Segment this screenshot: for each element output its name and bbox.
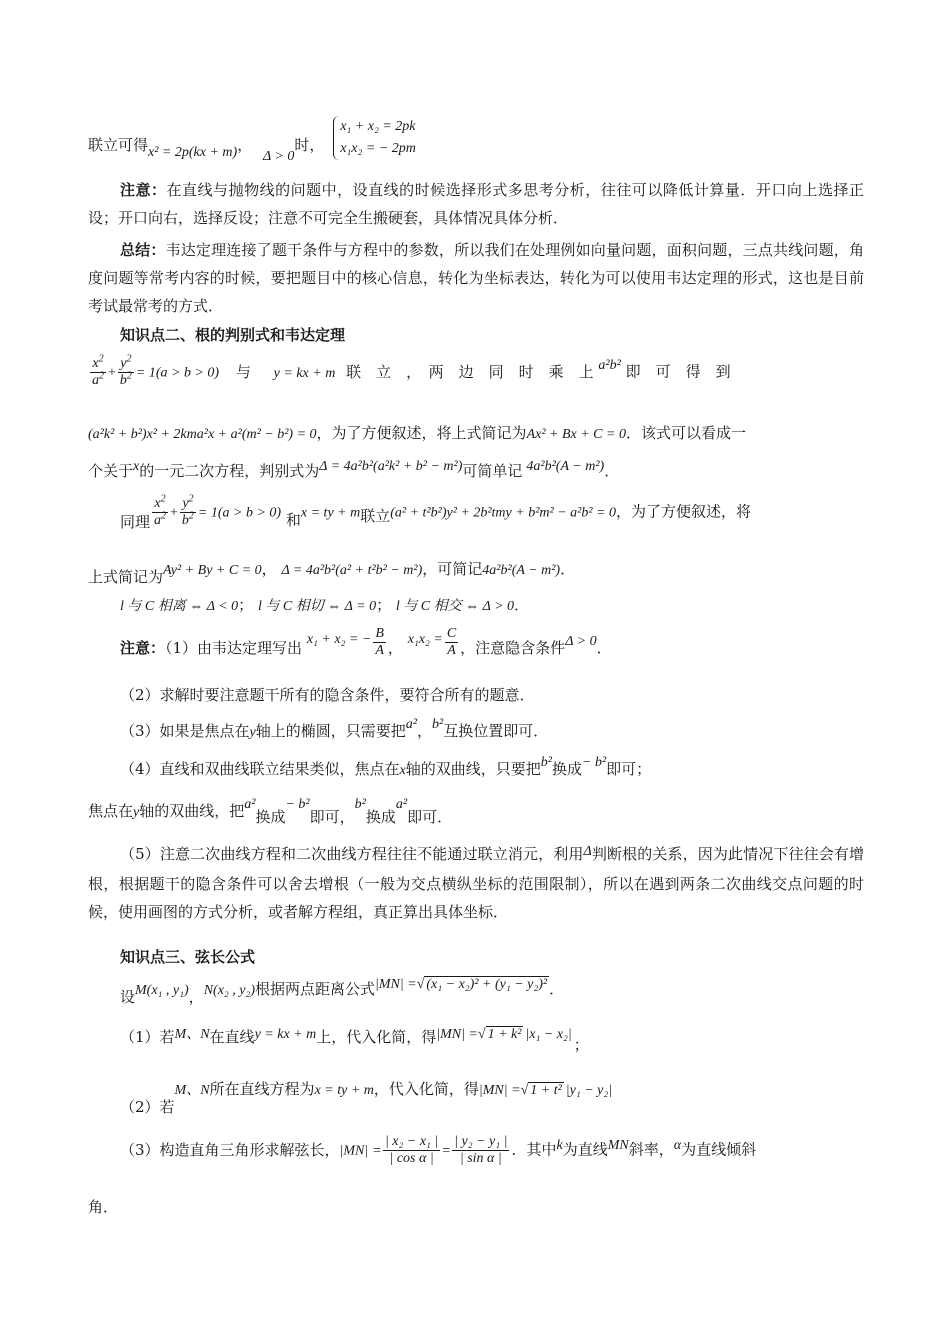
text-2: ．该式可以看成一 xyxy=(625,424,746,442)
mn-1: M、N xyxy=(174,1027,210,1042)
dist-lhs: |MN| = xyxy=(375,977,417,992)
i4d: 即可； xyxy=(606,760,652,778)
note2-item-5 xyxy=(88,840,864,926)
text-1: ，为了方便叙述，将上式简记为 xyxy=(316,424,527,442)
c2b: 所在直线方程为 xyxy=(209,1080,315,1098)
i4h: 即可， xyxy=(309,808,355,826)
discriminant: Δ = 4a²b²(a²k² + b² − m²) xyxy=(319,459,463,474)
discriminant2: Δ = 4a²b²(a² + t²b² − m²) xyxy=(281,563,423,578)
c2-abs: y₁ − y₂ xyxy=(569,1083,609,1098)
c3b: ．其中 xyxy=(511,1140,557,1159)
dot: ． xyxy=(514,596,530,614)
y2-over-b2-b: $\frac{y^2}{b^2}$ xyxy=(181,493,194,528)
sep: ， xyxy=(237,136,253,154)
den-sin: | sin α | xyxy=(459,1151,502,1166)
eq-2: = xyxy=(442,1143,451,1159)
text-3b: 的一元二次方程，判别式为 xyxy=(139,462,320,480)
short2-eq: Ay² + By + C = 0 xyxy=(163,563,262,578)
c3-lhs: |MN| xyxy=(339,1143,369,1159)
line2-eq: x = ty + m xyxy=(300,505,361,521)
chord-case-3 xyxy=(120,1134,756,1167)
frac-c: C xyxy=(446,626,457,641)
section-title-3: 知识点三、弦长公式 xyxy=(120,948,256,966)
var-k: k xyxy=(556,1137,563,1153)
mn-slope: MN xyxy=(607,1137,629,1153)
sum-lhs: x₁ + x₂ = − xyxy=(306,631,372,647)
i4j: 即可． xyxy=(407,808,453,826)
note2-item-3 xyxy=(120,717,549,741)
expanded-line xyxy=(88,422,746,443)
i4e: 焦点在 xyxy=(88,802,134,820)
frac-cos xyxy=(383,1134,440,1167)
similar-line: 同理 $\frac{x^2}{a^2}$ + $\frac{y^2}{b^2}$ = 1(a > b > 0) 和x = ty + m联立(a² + t²b²)y² + 2b²tmy + b²m² − a²b² = 0，为了方便叙述，将 xyxy=(120,493,752,531)
note2-i1a: （1）由韦达定理写出 xyxy=(165,638,303,657)
frac-b: B xyxy=(375,626,384,641)
mn-2: M、N xyxy=(174,1083,210,1098)
c1a: （1）若 xyxy=(120,1028,175,1046)
text-4: ，为了方便叙述，将 xyxy=(616,502,752,521)
short2-line xyxy=(88,558,576,586)
note-paragraph-1 xyxy=(88,176,864,232)
i3a: （3）如果是焦点在 xyxy=(120,722,250,740)
s3: ． xyxy=(549,980,565,998)
summary-paragraph xyxy=(88,236,864,320)
a-squared: a² xyxy=(405,717,417,732)
comma-3: ， xyxy=(188,988,204,1006)
note2-i1b: ，注意隐含条件 xyxy=(460,638,566,657)
c-over-a xyxy=(445,626,458,659)
var-x2: x xyxy=(399,763,406,778)
text-5b: ，可简记 xyxy=(422,560,483,578)
product-eq: x₁x₂ = − 2pm xyxy=(340,141,416,156)
c3d: 斜率， xyxy=(628,1140,674,1159)
c1-abs: x₁ − x₂ xyxy=(529,1027,568,1042)
i4g: 换成 xyxy=(255,808,286,826)
relation-intersect: l 与 C 相交 ⇔ Δ > 0 xyxy=(395,599,515,614)
i5b: 判断根的关系，因为此情况下往往会有增根，根据题干的隐含条件可以舍去增根（一般为交点横纵坐标的范围限制），所以在遇到两条二次曲线交点问题的时候，使用画图的方式分析，或者解方程组，真正算出具体坐标． xyxy=(88,845,864,921)
relations-line xyxy=(120,594,529,615)
multiply-text: 联 立 ， 两 边 同 时 乘 上 xyxy=(346,362,594,381)
point-m: M(x₁ , y₁) xyxy=(135,983,189,998)
delta-positive: Δ > 0 xyxy=(565,633,597,649)
point-n: N(x₂ , y₂) xyxy=(203,983,256,998)
a-squared-3: a² xyxy=(395,797,408,812)
c2-radicand: 1 + t² xyxy=(530,1083,562,1098)
y2-over-b2: $\frac{y^2}{b^2}$ xyxy=(119,353,132,388)
text-5c: ． xyxy=(560,560,576,578)
c2-lhs: |MN| = xyxy=(478,1083,521,1098)
eq-1: = xyxy=(373,1143,381,1159)
comma: ， xyxy=(261,560,277,578)
prod-lhs: x₁x₂ = xyxy=(407,631,443,647)
c1b: 在直线 xyxy=(209,1028,255,1046)
ellipse-cond: = 1(a > b > 0) xyxy=(135,365,220,381)
num-cos: | x₂ − x₁ | xyxy=(384,1134,439,1149)
note2-item-2: （2）求解时要注意题干所有的隐含条件，要符合所有的题意． xyxy=(120,686,535,704)
line-eq: y = kx + m xyxy=(273,365,336,381)
c2c: ，代入化简，得 xyxy=(373,1080,479,1098)
frac-sin xyxy=(452,1134,509,1167)
var-y2: y xyxy=(133,805,140,820)
frac-a2: A xyxy=(447,643,456,658)
x2-over-a2: $\frac{x^2}{a^2}$ xyxy=(92,353,104,388)
lead-text: 联立可得 xyxy=(88,136,149,154)
ellipse-cond-b: = 1(a > b > 0) xyxy=(197,505,282,521)
c3a: （3）构造直角三角形求解弦长， xyxy=(120,1140,340,1159)
line2-eq-3: x = ty + m xyxy=(314,1083,374,1098)
when-text: 时， xyxy=(294,136,325,154)
delta: Δ xyxy=(583,844,592,859)
discriminant-line xyxy=(88,460,619,481)
i4a: （4）直线和双曲线联立结果类似，焦点在 xyxy=(120,760,400,778)
i3d: 互换位置即可． xyxy=(443,722,549,740)
chord-case-2: （2）若M、N所在直线方程为x = ty + m，代入化简，得|MN| =√ 1 + t² |y₁ − y₂| xyxy=(120,1080,613,1116)
semi-1: ； xyxy=(238,596,254,614)
note2-item-1: 注意：（1）由韦达定理写出 x₁ + x₂ = − $\frac{B}{A}$ ， x₁x₂ = $\frac{C}{A}$ ，注意隐含条件Δ > 0． xyxy=(120,626,612,658)
b-squared-3: b² xyxy=(354,797,366,812)
var-x: x xyxy=(133,459,140,474)
c2a: （2）若 xyxy=(120,1098,175,1116)
text-3a: 个关于 xyxy=(88,462,134,480)
joint-text: 联立 xyxy=(360,506,391,525)
note2-item-4b xyxy=(88,797,453,826)
chord-case-3-cont xyxy=(88,1196,118,1217)
sum-eq: x₁ + x₂ = 2pk xyxy=(340,119,416,134)
semi-2: ； xyxy=(376,596,392,614)
c3c: 为直线 xyxy=(562,1140,608,1159)
var-alpha: α xyxy=(673,1137,682,1153)
chord-case-1: （1）若M、N在直线y = kx + m上，代入化简，得|MN| =√ 1 + k² |x₁ − x₂|； xyxy=(120,1027,589,1054)
s1: 设 xyxy=(120,988,136,1006)
dist-radicand: (x₁ − x₂)² + (y₁ − y₂)² xyxy=(426,977,548,992)
neg-b-squared-2: − b² xyxy=(285,797,310,812)
i5a: （5）注意二次曲线方程和二次曲线方程往往不能通过联立消元，利用 xyxy=(120,845,584,863)
text-3c: 可简单记 xyxy=(462,462,523,480)
i4b: 轴的双曲线，只要把 xyxy=(405,760,541,778)
note2-i1d: ． xyxy=(596,638,612,657)
discriminant-short: 4a²b²(A − m²) xyxy=(526,459,605,474)
i3b: 轴上的椭圆，只需要把 xyxy=(255,722,406,740)
delta-cond: Δ > 0 xyxy=(262,149,295,164)
frac-a: A xyxy=(375,643,384,658)
var-y: y xyxy=(249,725,256,740)
parabola-eq: x² = 2p(kx + m) xyxy=(148,145,238,160)
i4i: 换成 xyxy=(365,808,396,826)
c1c: 上，代入化简，得 xyxy=(316,1028,437,1046)
s2: 根据两点距离公式 xyxy=(255,980,376,998)
i3c: ， xyxy=(416,722,432,740)
c1-lhs: |MN| = xyxy=(436,1027,478,1042)
vieta-system xyxy=(333,116,416,160)
short-eq: Ax² + Bx + C = 0 xyxy=(526,427,626,442)
i4c: 换成 xyxy=(551,760,582,778)
discriminant2-short: 4a²b²(A − m²) xyxy=(482,563,561,578)
c1d: ； xyxy=(573,1036,589,1054)
b-squared-2: b² xyxy=(540,755,552,770)
a-squared-2: a² xyxy=(244,797,256,812)
c3e-first: 为直线倾斜 xyxy=(681,1140,757,1159)
multiplier: a²b² xyxy=(598,357,621,373)
line-eq-3: y = kx + m xyxy=(254,1027,317,1042)
get-text: 即 可 得 到 xyxy=(625,362,731,381)
note2-item-4 xyxy=(120,755,652,779)
b-squared: b² xyxy=(432,717,444,732)
neg-b-squared: − b² xyxy=(582,755,607,770)
simultaneous-line xyxy=(88,116,416,164)
points-line: 设M(x₁ , y₁)，N(x₂ , y₂)根据两点距离公式|MN| =√ (x₁ − x₂)² + (y₁ − y₂)² ． xyxy=(120,977,565,1006)
summary-label: 总结： xyxy=(120,241,166,259)
note-text: 在直线与抛物线的问题中，设直线的时候选择形式多思考分析，往往可以降低计算量．开口向上选择正设；开口向右，选择反设；注意不可完全生搬硬套，具体情况具体分析． xyxy=(88,181,864,227)
num-sin: | y₂ − y₁ | xyxy=(454,1134,508,1149)
text-5a: 上式简记为 xyxy=(88,568,164,586)
i4f: 轴的双曲线，把 xyxy=(139,802,245,820)
with-text: 与 xyxy=(235,362,251,381)
relation-separate: l 与 C 相离 ⇔ Δ < 0 xyxy=(120,599,239,614)
b-over-a xyxy=(373,626,386,659)
note2-label: 注意： xyxy=(120,638,166,657)
text-3d: ． xyxy=(604,462,620,480)
same-text: 同理 xyxy=(120,512,151,531)
den-cos: | cos α | xyxy=(389,1151,434,1166)
expanded2-eq: (a² + t²b²)y² + 2b²tmy + b²m² − a²b² = 0 xyxy=(390,505,616,521)
x2-over-a2-b: $\frac{x^2}{a^2}$ xyxy=(154,493,167,528)
c3e-rest: 角． xyxy=(88,1198,119,1216)
c1-radicand: 1 + k² xyxy=(487,1027,522,1042)
note-label: 注意： xyxy=(120,181,167,199)
ellipse-line: $\frac{x^2}{a^2}$ + $\frac{y^2}{b^2}$ = 1(a > b > 0) 与 y = kx + m 联 立 ， 两 边 同 时 乘 上 a²b² 即 可 得 到 xyxy=(92,353,731,388)
relation-tangent: l 与 C 相切 ⇔ Δ = 0 xyxy=(257,599,377,614)
and-text: 和 xyxy=(285,510,301,529)
expanded-eq: (a²k² + b²)x² + 2kma²x + a²(m² − b²) = 0 xyxy=(88,427,317,442)
summary-text: 韦达定理连接了题干条件与方程中的参数，所以我们在处理例如向量问题，面积问题，三点共线问题，角度问题等常考内容的时候，要把题目中的核心信息，转化为坐标表达，转化为可以使用韦达定理的形式，这也是目前考试最常考的方式． xyxy=(88,241,864,315)
section-title-2: 知识点二、根的判别式和韦达定理 xyxy=(120,326,346,344)
